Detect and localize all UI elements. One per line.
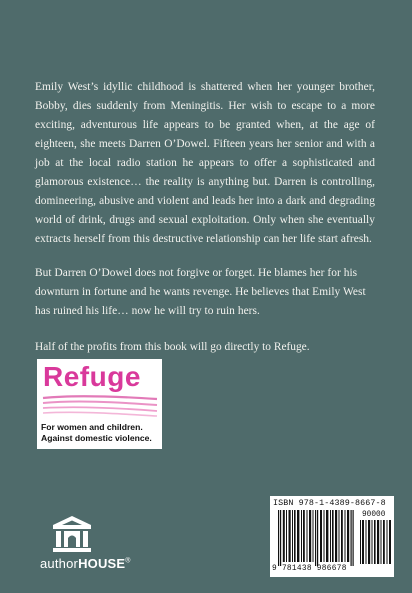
barcode-bars	[270, 508, 394, 566]
refuge-logo	[37, 359, 162, 449]
publisher-name-light: author	[40, 556, 79, 571]
publisher-name-bold: HOUSE	[78, 556, 126, 571]
blurb-paragraph-1: Emily West’s idyllic childhood is shattered when her younger brother, Bobby, dies suddenly from Meningitis. Her wish to escape to a more exciting, adventurous life appears to be granted when, at the age of eighteen, she meets Darren O’Dowel. Fifteen years her senior and with a job at the local radio station he appears to offer a sophisticated and glamorous existence… the reality is anything but. Darren is controlling, domineering, abusive and violent and leads her into a dark and degrading world of drink, drugs and sexual exploitation. Only when she eventually extracts herself from this destructive relationship can her life start afresh.	[35, 81, 375, 245]
refuge-tagline-line-1: For women and children.	[41, 422, 143, 432]
charity-note: Half of the profits from this book will go directly to Refuge.	[35, 341, 310, 353]
book-blurb	[35, 78, 375, 336]
isbn-barcode	[270, 496, 394, 577]
refuge-tagline-line-2: Against domestic violence.	[41, 433, 152, 443]
authorhouse-building-icon	[50, 514, 94, 554]
barcode-addon-digits: 90000	[362, 511, 386, 519]
registered-mark: ®	[125, 557, 131, 565]
isbn-label: ISBN 978-1-4389-8667-8	[273, 498, 386, 508]
barcode-digits: 9 781438 986678	[272, 565, 347, 573]
blurb-paragraph-2: But Darren O’Dowel does not forgive or forget. He blames her for his downturn in fortune and he wants revenge. He believes that Emily West has ruined his life… now he will try to ruin hers.	[35, 267, 366, 317]
refuge-logo-wordmark: Refuge	[43, 361, 141, 392]
publisher-logo	[40, 514, 131, 576]
refuge-swash-icon	[41, 393, 159, 419]
publisher-name	[40, 556, 131, 571]
refuge-tagline	[41, 422, 162, 444]
